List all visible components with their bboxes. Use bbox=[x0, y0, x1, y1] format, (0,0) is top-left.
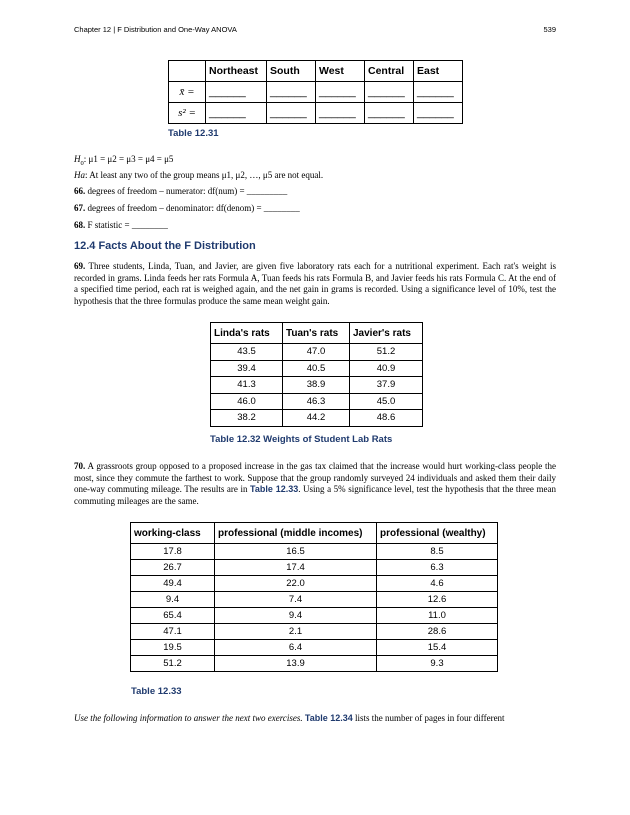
table-cell: 47.1 bbox=[131, 624, 215, 640]
blank-cell: ______ bbox=[267, 82, 316, 103]
table-header-row bbox=[131, 523, 498, 544]
table-cell: 46.3 bbox=[283, 393, 350, 410]
table-cell: 9.4 bbox=[215, 608, 377, 624]
table-caption: Table 12.33 bbox=[131, 686, 182, 697]
table-cell: 22.0 bbox=[215, 576, 377, 592]
table-row bbox=[131, 656, 498, 672]
table-cell: 49.4 bbox=[131, 576, 215, 592]
table-cell: 47.0 bbox=[283, 344, 350, 361]
table-cell: 6.4 bbox=[215, 640, 377, 656]
table-row bbox=[131, 544, 498, 560]
table-cell: 41.3 bbox=[211, 377, 283, 394]
table-12-33 bbox=[130, 522, 498, 672]
table-header-cell: Javier's rats bbox=[350, 323, 423, 344]
table-cell: 8.5 bbox=[377, 544, 498, 560]
table-row bbox=[211, 360, 423, 377]
exercise-text: . Using a 5% significance level, test the hypothesis that the three mean commuting mileages are the same. bbox=[74, 484, 556, 506]
table-cell: 16.5 bbox=[215, 544, 377, 560]
table-cell: 11.0 bbox=[377, 608, 498, 624]
table-row bbox=[131, 560, 498, 576]
ha-text: : At least any two of the group means μ1, μ2, …, μ5 are not equal. bbox=[85, 170, 324, 180]
blank-cell: ______ bbox=[316, 103, 365, 124]
table-cell: 9.3 bbox=[377, 656, 498, 672]
table-cell: 51.2 bbox=[350, 344, 423, 361]
instruction-text: lists the number of pages in four different bbox=[352, 713, 505, 723]
table-header-cell: working-class bbox=[131, 523, 215, 544]
blank-cell: ______ bbox=[267, 103, 316, 124]
blank-cell: ______ bbox=[414, 103, 463, 124]
table-row bbox=[131, 640, 498, 656]
table-header-cell: Northeast bbox=[206, 61, 267, 82]
exercise-70 bbox=[74, 461, 556, 507]
blank-cell: ______ bbox=[365, 82, 414, 103]
table-cell: 17.4 bbox=[215, 560, 377, 576]
table-caption: Table 12.32 Weights of Student Lab Rats bbox=[210, 434, 393, 445]
table-cell: 12.6 bbox=[377, 592, 498, 608]
exercise-text: Three students, Linda, Tuan, and Javier, are given five laboratory rats each for a nutritional experiment. Each rat's weight is recorded in grams. Linda feeds her rats Formula A, Tuan feeds his rats Formula B, and Javier feeds his rats Formula C. At the end of a specified time period, each rat is weighed again, and the net gain in grams is recorded. Using a significance level of 10%, test the hypothesis that the three formulas produce the same mean weight gain. bbox=[74, 261, 556, 306]
table-row bbox=[211, 393, 423, 410]
table-row bbox=[169, 103, 463, 124]
exercise-number: 67. bbox=[74, 203, 86, 213]
table-12-31 bbox=[168, 60, 463, 124]
table-cell: 28.6 bbox=[377, 624, 498, 640]
table-cell: 65.4 bbox=[131, 608, 215, 624]
table-header-cell: Linda's rats bbox=[211, 323, 283, 344]
h0-subscript: 0 bbox=[80, 159, 84, 167]
ha-label: Ha bbox=[74, 170, 85, 180]
exercise-number: 68. bbox=[74, 220, 86, 230]
table-cell: 40.5 bbox=[283, 360, 350, 377]
table-cell: 37.9 bbox=[350, 377, 423, 394]
next-exercises-intro bbox=[74, 713, 556, 725]
null-hypothesis bbox=[74, 154, 556, 169]
exercise-text: A grassroots group opposed to a proposed increase in the gas tax claimed that the increase would hurt working-class people the most, since they commute the farthest to work. Suppose that the group randomly surveyed 24 individuals and asked them their daily one-way commuting mileage. The results are in bbox=[74, 461, 557, 494]
table-cell: 26.7 bbox=[131, 560, 215, 576]
table-reference-link[interactable]: Table 12.34 bbox=[304, 713, 353, 723]
running-header: Chapter 12 | F Distribution and One-Way ANOVA bbox=[74, 25, 237, 34]
table-row bbox=[131, 576, 498, 592]
exercise-68 bbox=[74, 220, 556, 232]
row-label-variance: s² = bbox=[169, 103, 206, 124]
table-cell: 9.4 bbox=[131, 592, 215, 608]
table-header-cell bbox=[169, 61, 206, 82]
h0-label: H bbox=[74, 154, 81, 164]
table-row bbox=[211, 344, 423, 361]
table-cell: 19.5 bbox=[131, 640, 215, 656]
exercise-66 bbox=[74, 186, 556, 198]
table-header-cell: Tuan's rats bbox=[283, 323, 350, 344]
table-cell: 39.4 bbox=[211, 360, 283, 377]
exercise-text: F statistic = ________ bbox=[87, 220, 168, 230]
table-header-cell: West bbox=[316, 61, 365, 82]
table-cell: 13.9 bbox=[215, 656, 377, 672]
section-heading: 12.4 Facts About the F Distribution bbox=[74, 240, 256, 252]
table-cell: 38.9 bbox=[283, 377, 350, 394]
table-cell: 7.4 bbox=[215, 592, 377, 608]
table-header-cell: Central bbox=[365, 61, 414, 82]
instruction-italic: Use the following information to answer the next two exercises. bbox=[74, 713, 303, 723]
exercise-67 bbox=[74, 203, 556, 215]
table-caption: Table 12.31 bbox=[168, 128, 219, 139]
table-cell: 46.0 bbox=[211, 393, 283, 410]
exercise-number: 66. bbox=[74, 186, 86, 196]
table-cell: 6.3 bbox=[377, 560, 498, 576]
exercise-text: degrees of freedom – denominator: df(denom) = ________ bbox=[87, 203, 300, 213]
blank-cell: ______ bbox=[206, 103, 267, 124]
page-number: 539 bbox=[543, 25, 556, 34]
table-row bbox=[169, 82, 463, 103]
table-cell: 38.2 bbox=[211, 410, 283, 427]
row-label-mean: x̄ = bbox=[169, 82, 206, 103]
table-12-32 bbox=[210, 322, 423, 427]
table-cell: 44.2 bbox=[283, 410, 350, 427]
table-header-cell: professional (middle incomes) bbox=[215, 523, 377, 544]
table-reference-link[interactable]: Table 12.33 bbox=[250, 484, 299, 494]
table-cell: 17.8 bbox=[131, 544, 215, 560]
exercise-69 bbox=[74, 261, 556, 307]
table-cell: 43.5 bbox=[211, 344, 283, 361]
table-header-cell: East bbox=[414, 61, 463, 82]
table-header-row bbox=[211, 323, 423, 344]
table-row bbox=[211, 377, 423, 394]
table-row bbox=[131, 592, 498, 608]
blank-cell: ______ bbox=[206, 82, 267, 103]
table-cell: 4.6 bbox=[377, 576, 498, 592]
table-row bbox=[131, 624, 498, 640]
exercise-number: 70. bbox=[74, 461, 86, 471]
h0-text: : μ1 = μ2 = μ3 = μ4 = μ5 bbox=[83, 154, 174, 164]
table-header-row bbox=[169, 61, 463, 82]
table-cell: 48.6 bbox=[350, 410, 423, 427]
alternative-hypothesis bbox=[74, 170, 556, 182]
table-header-cell: professional (wealthy) bbox=[377, 523, 498, 544]
table-row bbox=[131, 608, 498, 624]
table-row bbox=[211, 410, 423, 427]
table-cell: 40.9 bbox=[350, 360, 423, 377]
table-cell: 15.4 bbox=[377, 640, 498, 656]
table-cell: 2.1 bbox=[215, 624, 377, 640]
table-header-cell: South bbox=[267, 61, 316, 82]
blank-cell: ______ bbox=[414, 82, 463, 103]
exercise-number: 69. bbox=[74, 261, 86, 271]
blank-cell: ______ bbox=[365, 103, 414, 124]
exercise-text: degrees of freedom – numerator: df(num) = _________ bbox=[87, 186, 288, 196]
blank-cell: ______ bbox=[316, 82, 365, 103]
table-cell: 45.0 bbox=[350, 393, 423, 410]
table-cell: 51.2 bbox=[131, 656, 215, 672]
